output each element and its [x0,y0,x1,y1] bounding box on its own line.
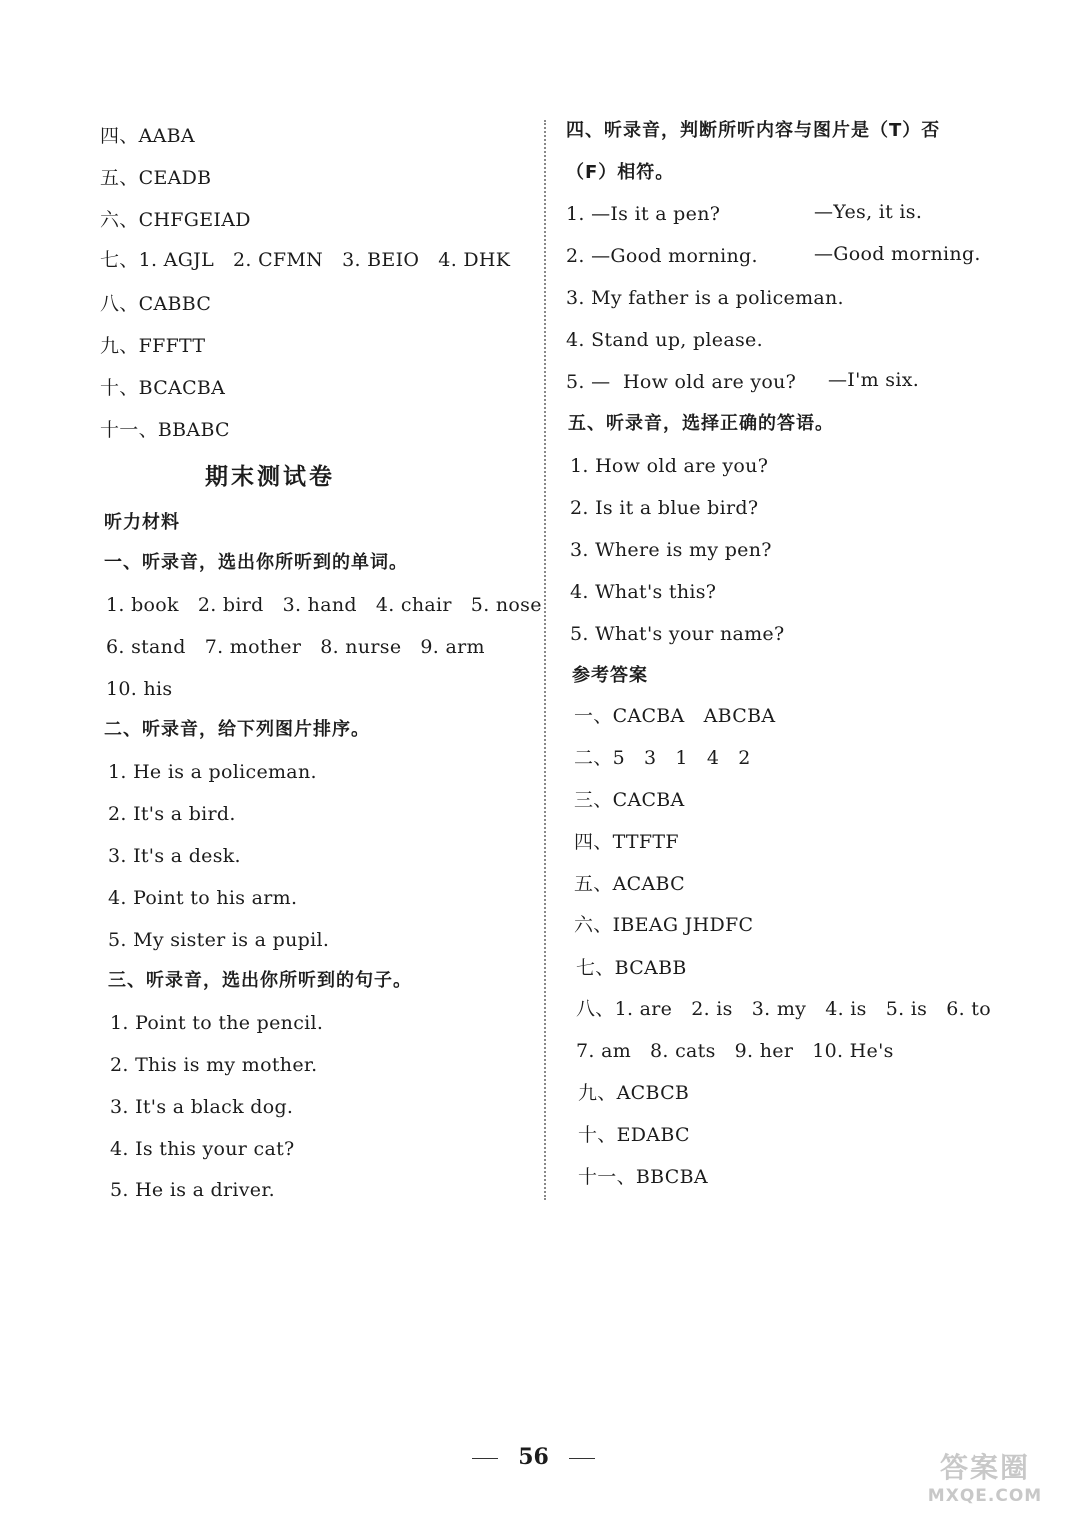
section4-heading: 四、听录音，判断所听内容与图片是（T）否 [566,120,941,141]
section5-line: 4. What's this? [570,581,717,603]
answer-line: 九、FFFTT [100,335,206,357]
section5-heading: 五、听录音，选择正确的答语。 [568,413,834,434]
answer-line: 八、1. are 2. is 3. my 4. is 5. is 6. to [576,998,991,1020]
watermark-logo [915,1451,1055,1513]
watermark-url: MXQE.COM [927,1486,1043,1506]
section3-line: 2. This is my mother. [110,1054,318,1076]
section5-line: 5. What's your name? [570,623,785,645]
section4-heading-cont: （F）相符。 [566,162,675,183]
answer-line: 七、BCABB [576,957,687,979]
answer-line: 十、EDABC [578,1124,690,1146]
answer-line: 五、CEADB [100,167,212,189]
section4-question: 4. Stand up, please. [566,329,763,351]
section2-line: 3. It's a desk. [108,845,241,867]
section3-line: 4. Is this your cat? [110,1138,295,1160]
answer-line: 二、5 3 1 4 2 [574,747,751,769]
section2-heading: 二、听录音，给下列图片排序。 [104,719,370,740]
section2-line: 5. My sister is a pupil. [108,929,330,951]
listening-heading: 听力材料 [104,512,180,533]
answer-line: 七、1. AGJL 2. CFMN 3. BEIO 4. DHK [100,249,511,271]
column-divider [544,120,546,1200]
answer-line: 十一、BBABC [100,419,230,441]
section2-line: 4. Point to his arm. [108,887,298,909]
page-number-footer [0,1444,1067,1470]
answer-line: 三、CACBA [574,789,685,811]
answer-line: 一、CACBA ABCBA [574,705,776,727]
answers-heading: 参考答案 [572,665,648,686]
section4-answer: —Yes, it is. [814,201,923,223]
section1-heading: 一、听录音，选出你所听到的单词。 [104,552,408,573]
watermark-text: 答案圈 [939,1451,1030,1484]
answer-line: 十一、BBCBA [578,1166,708,1188]
answer-line: 五、ACABC [574,873,685,895]
section5-line: 1. How old are you? [570,455,769,477]
section5-line: 2. Is it a blue bird? [570,497,759,519]
section4-question: 2. —Good morning. [566,245,758,267]
answer-line: 八、CABBC [100,293,212,315]
answer-line: 六、CHFGEIAD [100,209,251,231]
section3-line: 5. He is a driver. [110,1179,275,1201]
section3-line: 1. Point to the pencil. [110,1012,324,1034]
section4-answer: —Good morning. [814,243,981,265]
section4-question: 5. — How old are you? [566,371,797,393]
answer-line: 四、TTFTF [574,831,679,853]
section1-line: 1. book 2. bird 3. hand 4. chair 5. nose [106,594,542,616]
section4-answer: —I'm six. [828,369,920,391]
page-number: 56 [518,1444,549,1470]
section2-line: 2. It's a bird. [108,803,236,825]
section1-line: 6. stand 7. mother 8. nurse 9. arm [106,636,485,658]
answer-line: 六、IBEAG JHDFC [574,914,754,936]
section4-question: 3. My father is a policeman. [566,287,844,309]
section3-line: 3. It's a black dog. [110,1096,294,1118]
section5-line: 3. Where is my pen? [570,539,772,561]
answer-line: 7. am 8. cats 9. her 10. He's [576,1040,894,1062]
section4-question: 1. —Is it a pen? [566,203,721,225]
answer-line: 十、BCACBA [100,377,226,399]
answer-line: 九、ACBCB [578,1082,690,1104]
section2-line: 1. He is a policeman. [108,761,317,783]
exam-title: 期末测试卷 [205,464,335,490]
dash-left [472,1458,498,1459]
answer-line: 四、AABA [100,125,195,147]
dash-right [569,1458,595,1459]
section3-heading: 三、听录音，选出你所听到的句子。 [108,970,412,991]
section1-line: 10. his [106,678,173,700]
